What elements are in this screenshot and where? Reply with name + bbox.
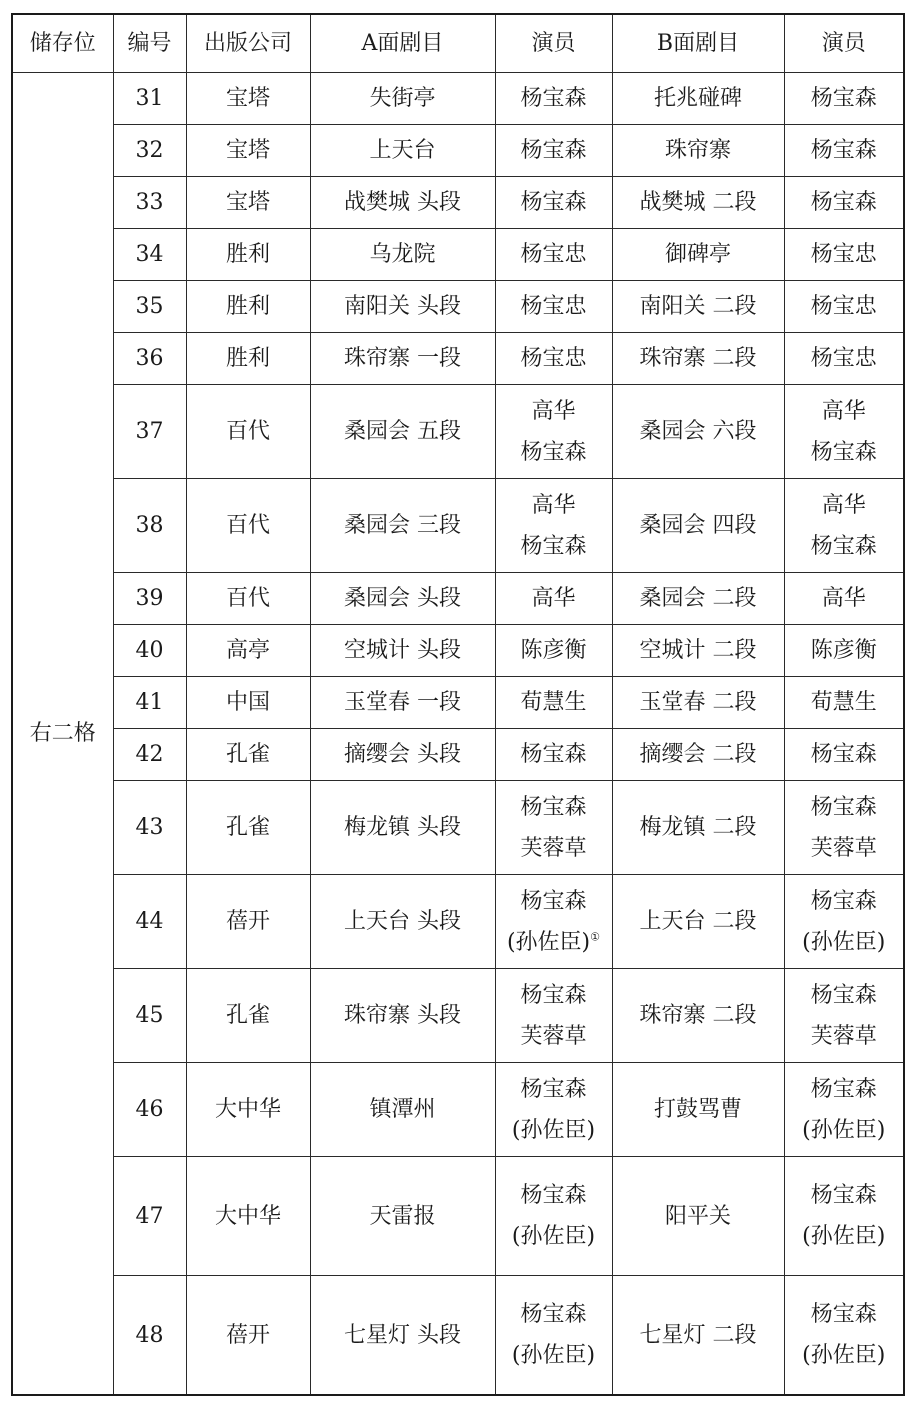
- a-title-cell: 镇潭州: [310, 1063, 495, 1157]
- actor-line: [785, 922, 904, 963]
- table-row: [12, 875, 904, 969]
- number-cell: 43: [113, 781, 186, 875]
- a-actor-cell: [495, 875, 612, 969]
- b-actor-cell: 杨宝森: [784, 125, 904, 177]
- company-cell: 蓓开: [186, 875, 310, 969]
- a-title-cell: 玉堂春 一段: [310, 677, 495, 729]
- a-actor-cell: 杨宝忠: [495, 229, 612, 281]
- b-title-cell: 战樊城 二段: [612, 177, 784, 229]
- actor-line: 杨宝森: [520, 982, 587, 1008]
- number-cell: 40: [113, 625, 186, 677]
- actor-line: [496, 828, 612, 869]
- number-cell: 36: [113, 333, 186, 385]
- a-title-cell: 失街亭: [310, 73, 495, 125]
- number-cell: 38: [113, 479, 186, 573]
- b-actor-cell: 陈彦衡: [784, 625, 904, 677]
- a-title-cell: 上天台 头段: [310, 875, 495, 969]
- company-cell: 中国: [186, 677, 310, 729]
- actor-line: 杨宝森: [810, 1076, 877, 1102]
- footnote-marker: ①: [590, 930, 601, 944]
- actor-name: 杨宝森: [520, 439, 587, 465]
- table-row: [12, 385, 904, 479]
- table-row: [12, 73, 904, 125]
- a-title-cell: 七星灯 头段: [310, 1276, 495, 1396]
- table-row: [12, 573, 904, 625]
- number-cell: 45: [113, 969, 186, 1063]
- table-row: [12, 677, 904, 729]
- actor-name: (孙佐臣): [802, 1117, 886, 1143]
- b-actor-cell: [784, 385, 904, 479]
- a-actor-cell: 杨宝森: [495, 729, 612, 781]
- b-actor-cell: [784, 479, 904, 573]
- company-cell: 胜利: [186, 281, 310, 333]
- a-actor-cell: [495, 1157, 612, 1276]
- company-cell: 宝塔: [186, 125, 310, 177]
- a-title-cell: 梅龙镇 头段: [310, 781, 495, 875]
- b-actor-cell: 高华: [784, 573, 904, 625]
- b-title-cell: 珠帘寨 二段: [612, 333, 784, 385]
- b-actor-cell: [784, 1157, 904, 1276]
- actor-name: 杨宝森: [810, 533, 877, 559]
- actor-name: (孙佐臣): [506, 929, 591, 955]
- b-title-cell: 上天台 二段: [612, 875, 784, 969]
- actor-line: [785, 1016, 904, 1057]
- header-b-title: B面剧目: [612, 14, 784, 73]
- actor-name: (孙佐臣): [802, 1224, 886, 1249]
- header-a-title: A面剧目: [310, 14, 495, 73]
- actor-line: [785, 1110, 904, 1151]
- b-title-cell: 桑园会 六段: [612, 385, 784, 479]
- company-cell: 大中华: [186, 1157, 310, 1276]
- b-title-cell: 玉堂春 二段: [612, 677, 784, 729]
- header-storage: 储存位: [12, 14, 113, 73]
- actor-line: [496, 1016, 612, 1057]
- actor-line: 杨宝森: [520, 1183, 587, 1208]
- header-company: 出版公司: [186, 14, 310, 73]
- header-b-actor: 演员: [784, 14, 904, 73]
- actor-line: 高华: [821, 398, 866, 424]
- table-row: [12, 625, 904, 677]
- actor-line: 杨宝森: [810, 888, 877, 914]
- a-title-cell: 上天台: [310, 125, 495, 177]
- a-title-cell: 桑园会 三段: [310, 479, 495, 573]
- table-row: [12, 781, 904, 875]
- b-title-cell: 梅龙镇 二段: [612, 781, 784, 875]
- actor-line: [496, 1216, 612, 1257]
- b-title-cell: 御碑亭: [612, 229, 784, 281]
- a-actor-cell: 杨宝森: [495, 125, 612, 177]
- records-table: [11, 13, 905, 1396]
- actor-name: 杨宝森: [520, 533, 587, 559]
- actor-name: 芙蓉草: [810, 835, 877, 861]
- number-cell: 41: [113, 677, 186, 729]
- actor-name: 芙蓉草: [520, 1023, 587, 1049]
- company-cell: 百代: [186, 479, 310, 573]
- number-cell: 37: [113, 385, 186, 479]
- a-title-cell: 珠帘寨 一段: [310, 333, 495, 385]
- actor-name: (孙佐臣): [802, 929, 886, 955]
- company-cell: 高亭: [186, 625, 310, 677]
- company-cell: 百代: [186, 385, 310, 479]
- table-row: [12, 177, 904, 229]
- actor-line: [496, 1335, 612, 1376]
- b-title-cell: 桑园会 二段: [612, 573, 784, 625]
- a-actor-cell: [495, 781, 612, 875]
- table-row: [12, 125, 904, 177]
- number-cell: 42: [113, 729, 186, 781]
- b-title-cell: 摘缨会 二段: [612, 729, 784, 781]
- actor-line: [785, 1216, 904, 1257]
- number-cell: 39: [113, 573, 186, 625]
- b-title-cell: 打鼓骂曹: [612, 1063, 784, 1157]
- a-title-cell: 空城计 头段: [310, 625, 495, 677]
- number-cell: 46: [113, 1063, 186, 1157]
- number-cell: 32: [113, 125, 186, 177]
- actor-line: [785, 1335, 904, 1376]
- b-title-cell: 七星灯 二段: [612, 1276, 784, 1396]
- table-row: [12, 281, 904, 333]
- actor-line: 高华: [531, 398, 576, 424]
- table-row: [12, 729, 904, 781]
- b-title-cell: 南阳关 二段: [612, 281, 784, 333]
- b-title-cell: 桑园会 四段: [612, 479, 784, 573]
- b-actor-cell: 杨宝忠: [784, 281, 904, 333]
- number-cell: 35: [113, 281, 186, 333]
- b-actor-cell: 杨宝森: [784, 177, 904, 229]
- actor-line: 杨宝森: [810, 1183, 877, 1208]
- table-row: [12, 969, 904, 1063]
- company-cell: 蓓开: [186, 1276, 310, 1396]
- number-cell: 34: [113, 229, 186, 281]
- a-title-cell: 桑园会 头段: [310, 573, 495, 625]
- b-actor-cell: 杨宝忠: [784, 229, 904, 281]
- actor-line: 杨宝森: [810, 982, 877, 1008]
- b-title-cell: 阳平关: [612, 1157, 784, 1276]
- b-actor-cell: [784, 875, 904, 969]
- table-row: [12, 229, 904, 281]
- b-actor-cell: [784, 1276, 904, 1396]
- actor-line: 杨宝森: [810, 1302, 877, 1327]
- number-cell: 31: [113, 73, 186, 125]
- actor-line: [496, 432, 612, 473]
- b-actor-cell: [784, 969, 904, 1063]
- company-cell: 孔雀: [186, 729, 310, 781]
- actor-name: (孙佐臣): [802, 1343, 886, 1368]
- a-actor-cell: [495, 1276, 612, 1396]
- number-cell: 44: [113, 875, 186, 969]
- b-actor-cell: [784, 1063, 904, 1157]
- a-title-cell: 摘缨会 头段: [310, 729, 495, 781]
- b-title-cell: 空城计 二段: [612, 625, 784, 677]
- actor-line: [785, 828, 904, 869]
- a-title-cell: 桑园会 五段: [310, 385, 495, 479]
- actor-line: [496, 922, 612, 963]
- b-actor-cell: 杨宝忠: [784, 333, 904, 385]
- company-cell: 百代: [186, 573, 310, 625]
- a-actor-cell: [495, 1063, 612, 1157]
- actor-name: 芙蓉草: [520, 835, 587, 861]
- actor-name: 杨宝森: [810, 439, 877, 465]
- number-cell: 33: [113, 177, 186, 229]
- a-actor-cell: 杨宝忠: [495, 281, 612, 333]
- company-cell: 胜利: [186, 333, 310, 385]
- a-title-cell: 天雷报: [310, 1157, 495, 1276]
- actor-name: (孙佐臣): [511, 1117, 596, 1143]
- b-title-cell: 托兆碰碑: [612, 73, 784, 125]
- number-cell: 48: [113, 1276, 186, 1396]
- storage-cell: 右二格: [12, 73, 113, 1396]
- a-actor-cell: 陈彦衡: [495, 625, 612, 677]
- b-actor-cell: 杨宝森: [784, 73, 904, 125]
- a-actor-cell: [495, 479, 612, 573]
- a-actor-cell: 杨宝森: [495, 177, 612, 229]
- a-actor-cell: 杨宝忠: [495, 333, 612, 385]
- table-row: [12, 333, 904, 385]
- actor-line: [785, 526, 904, 567]
- a-title-cell: 乌龙院: [310, 229, 495, 281]
- actor-name: (孙佐臣): [511, 1343, 596, 1368]
- a-actor-cell: 高华: [495, 573, 612, 625]
- b-actor-cell: [784, 781, 904, 875]
- actor-line: 杨宝森: [520, 794, 587, 820]
- company-cell: 宝塔: [186, 73, 310, 125]
- actor-name: 芙蓉草: [810, 1023, 877, 1049]
- a-actor-cell: 杨宝森: [495, 73, 612, 125]
- header-row: [12, 14, 904, 73]
- table-row: [12, 1276, 904, 1396]
- table-row: [12, 1063, 904, 1157]
- company-cell: 孔雀: [186, 969, 310, 1063]
- b-actor-cell: 荀慧生: [784, 677, 904, 729]
- actor-line: 杨宝森: [810, 794, 877, 820]
- table-row: [12, 1157, 904, 1276]
- actor-line: 杨宝森: [520, 1302, 587, 1327]
- a-actor-cell: 荀慧生: [495, 677, 612, 729]
- actor-line: 杨宝森: [520, 888, 587, 914]
- b-actor-cell: 杨宝森: [784, 729, 904, 781]
- company-cell: 大中华: [186, 1063, 310, 1157]
- header-a-actor: 演员: [495, 14, 612, 73]
- a-actor-cell: [495, 969, 612, 1063]
- actor-line: 杨宝森: [520, 1076, 587, 1102]
- a-title-cell: 南阳关 头段: [310, 281, 495, 333]
- b-title-cell: 珠帘寨 二段: [612, 969, 784, 1063]
- company-cell: 孔雀: [186, 781, 310, 875]
- header-number: 编号: [113, 14, 186, 73]
- actor-line: [496, 1110, 612, 1151]
- actor-name: (孙佐臣): [511, 1224, 596, 1249]
- number-cell: 47: [113, 1157, 186, 1276]
- actor-line: 高华: [531, 492, 576, 518]
- actor-line: [785, 432, 904, 473]
- actor-line: [496, 526, 612, 567]
- company-cell: 宝塔: [186, 177, 310, 229]
- table-row: [12, 479, 904, 573]
- company-cell: 胜利: [186, 229, 310, 281]
- actor-line: 高华: [821, 492, 866, 518]
- a-actor-cell: [495, 385, 612, 479]
- b-title-cell: 珠帘寨: [612, 125, 784, 177]
- a-title-cell: 战樊城 头段: [310, 177, 495, 229]
- a-title-cell: 珠帘寨 头段: [310, 969, 495, 1063]
